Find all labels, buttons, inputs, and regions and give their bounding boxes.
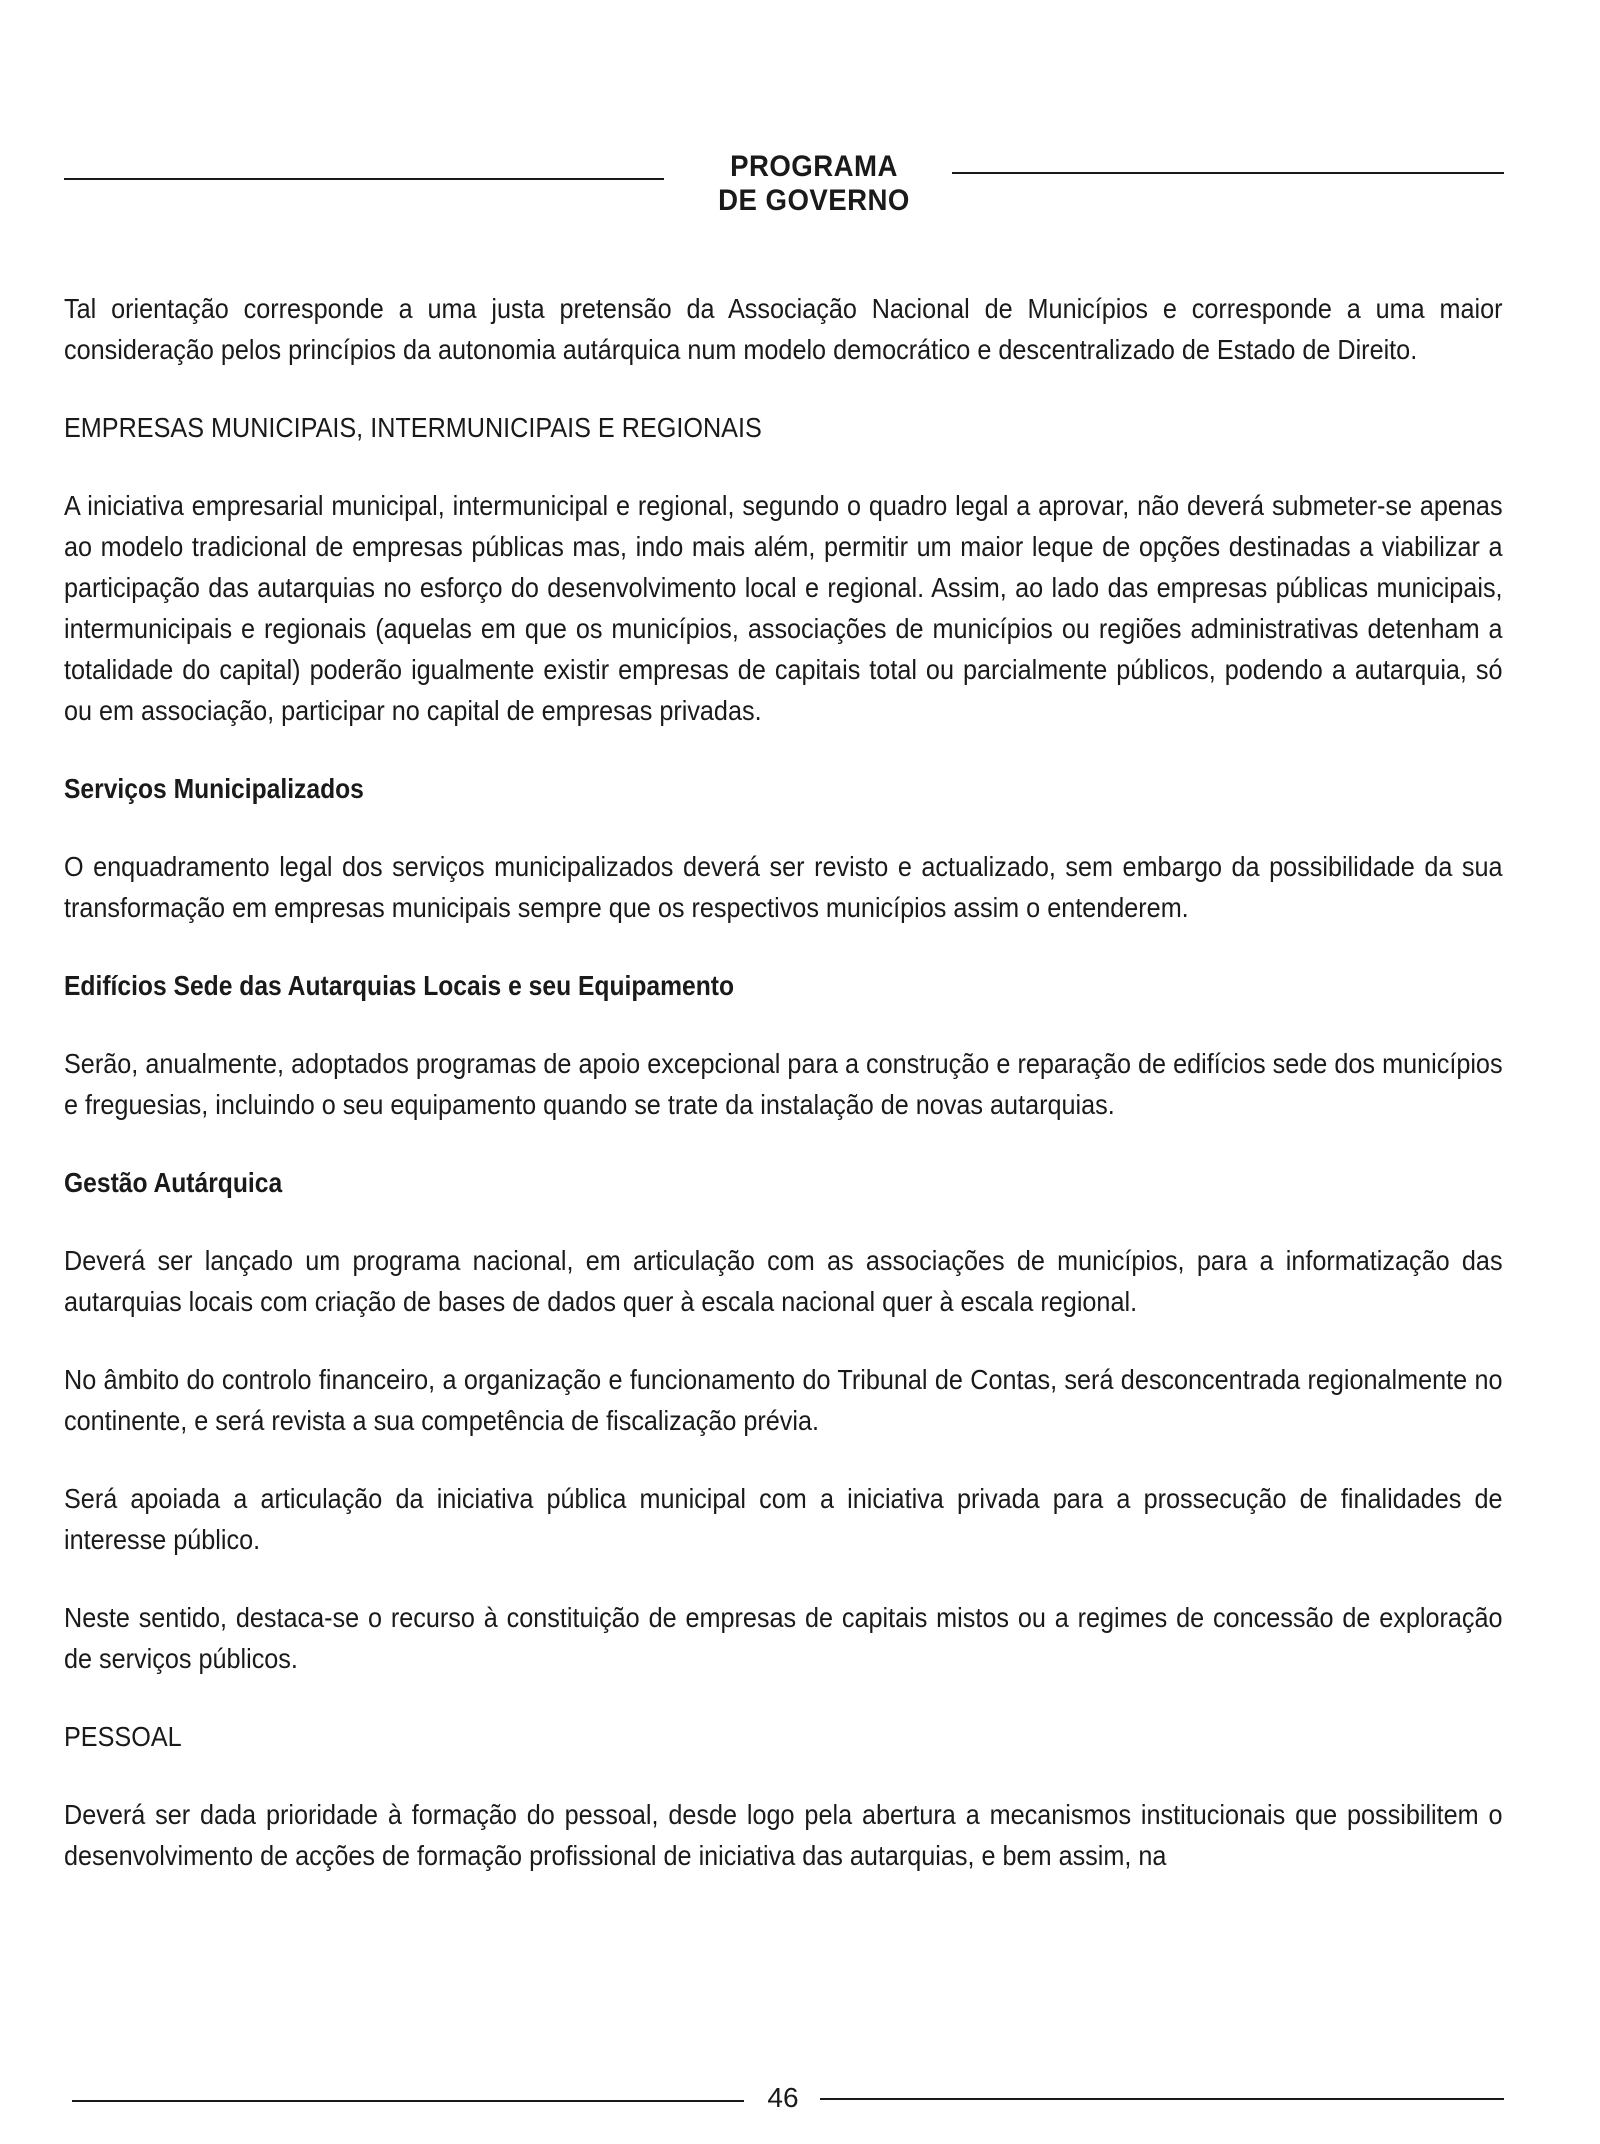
heading-edificios-sede: Edifícios Sede das Autarquias Locais e seu Equipamento — [64, 970, 735, 1001]
header-title-line1: PROGRAMA — [730, 150, 898, 183]
paragraph-iniciativa-empresarial: A iniciativa empresarial municipal, intermunicipal e regional, segundo o quadro legal a aprovar, não deverá submeter-se apenas ao modelo tradicional de empresas públicas mas, indo mais além, permitir um maior leque de opções destinadas a viabilizar a participação das autarquias no esforço do desenvolvimento local e regional. Assim, ao lado das empresas públicas municipais, intermunicipais e regionais (aquelas em que os municípios, associações de municípios ou regiões administrativas detenham a totalidade do capital) poderão igualmente existir empresas de capitais total ou parcialmente públicos, podendo a autarquia, só ou em associação, participar no capital de empresas privadas. — [64, 490, 1503, 726]
header-rule-right — [952, 172, 1504, 174]
paragraph-programa-nacional: Deverá ser lançado um programa nacional, em articulação com as associações de municípios, para a informatização das autarquias locais com criação de bases de dados quer à escala nacional quer à escala regional. — [64, 1245, 1503, 1317]
paragraph-programas-apoio: Serão, anualmente, adoptados programas de apoio excepcional para a construção e reparação de edifícios sede dos municípios e freguesias, incluindo o seu equipamento quando se trate da instalação de novas autarquias. — [64, 1048, 1503, 1120]
header-title — [685, 150, 943, 218]
footer-rule-right — [820, 2098, 1504, 2100]
heading-pessoal: PESSOAL — [64, 1721, 182, 1752]
document-body — [64, 288, 1504, 1913]
paragraph-formacao-pessoal: Deverá ser dada prioridade à formação do pessoal, desde logo pela abertura a mecanismos institucionais que possibilitem o desenvolvimento de acções de formação profissional de iniciativa das autarquias, e bem assim, na — [64, 1799, 1503, 1871]
heading-gestao-autarquica: Gestão Autárquica — [64, 1167, 283, 1198]
header-rule-left — [64, 178, 664, 180]
paragraph-orientacao: Tal orientação corresponde a uma justa pretensão da Associação Nacional de Municípios e corresponde a uma maior consideração pelos princípios da autonomia autárquica num modelo democrático e descentralizado de Estado de Direito. — [64, 293, 1503, 365]
paragraph-capitais-mistos: Neste sentido, destaca-se o recurso à constituição de empresas de capitais mistos ou a regimes de concessão de exploração de serviços públicos. — [64, 1602, 1503, 1674]
heading-empresas-municipais: EMPRESAS MUNICIPAIS, INTERMUNICIPAIS E REGIONAIS — [64, 412, 762, 443]
paragraph-articulacao: Será apoiada a articulação da iniciativa pública municipal com a iniciativa privada para a prossecução de finalidades de interesse público. — [64, 1483, 1503, 1555]
page-header — [64, 150, 1504, 220]
page-footer — [72, 2078, 1504, 2118]
paragraph-enquadramento-legal: O enquadramento legal dos serviços municipalizados deverá ser revisto e actualizado, sem embargo da possibilidade da sua transformação em empresas municipais sempre que os respectivos municípios assim o entenderem. — [64, 851, 1503, 923]
page-number: 46 — [767, 2082, 799, 2113]
footer-rule-left — [72, 2100, 744, 2102]
paragraph-controlo-financeiro: No âmbito do controlo financeiro, a organização e funcionamento do Tribunal de Contas, será desconcentrada regionalmente no continente, e será revista a sua competência de fiscalização prévia. — [64, 1364, 1503, 1436]
heading-servicos-municipalizados: Serviços Municipalizados — [64, 773, 364, 804]
header-title-line2: DE GOVERNO — [718, 184, 910, 217]
